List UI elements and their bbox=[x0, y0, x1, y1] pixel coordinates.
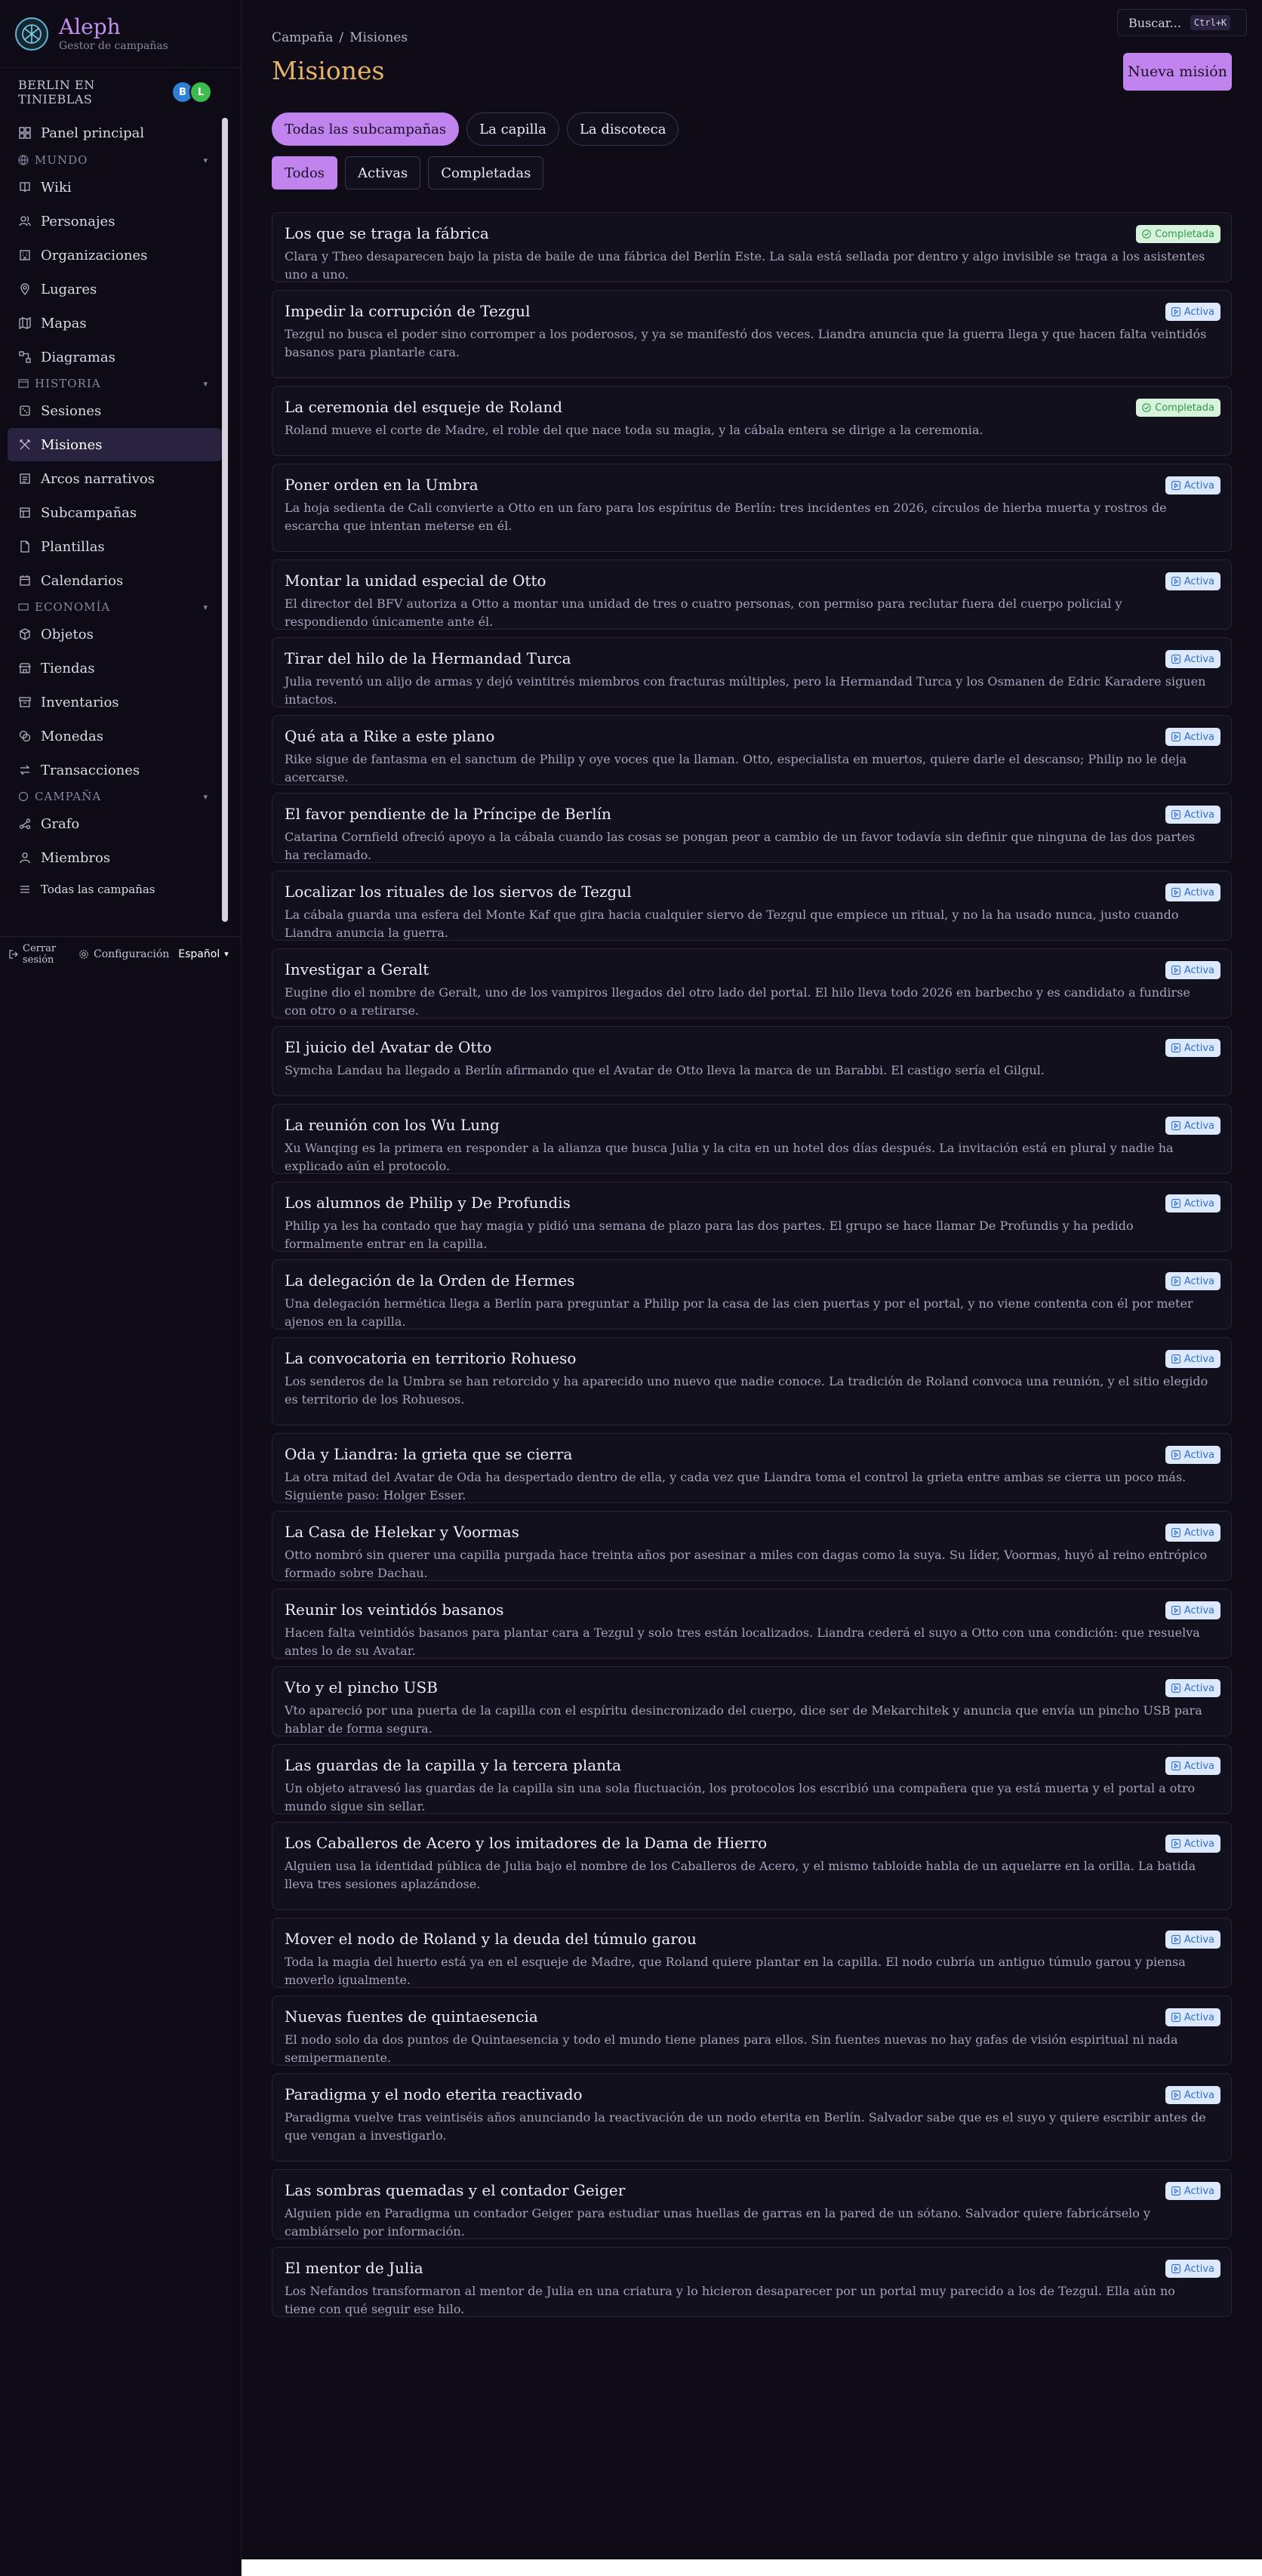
swords-icon bbox=[18, 438, 32, 451]
mission-title[interactable]: Las guardas de la capilla y la tercera planta bbox=[285, 1756, 622, 1774]
status-badge bbox=[1165, 476, 1220, 495]
status-badge bbox=[1165, 1194, 1220, 1213]
language-value: Español bbox=[178, 948, 220, 960]
play-icon bbox=[1171, 1761, 1180, 1770]
play-icon bbox=[1171, 1199, 1180, 1208]
app-name: Aleph bbox=[59, 14, 121, 39]
tab-completadas[interactable]: Completadas bbox=[428, 156, 543, 190]
sidebar-scrollbar[interactable] bbox=[221, 116, 229, 962]
mission-card[interactable] bbox=[272, 1666, 1232, 1736]
breadcrumb-campana[interactable]: Campaña bbox=[272, 30, 334, 45]
play-icon bbox=[1171, 655, 1180, 664]
circle-icon bbox=[18, 790, 30, 803]
globe-icon bbox=[18, 154, 30, 166]
mission-title[interactable]: Poner orden en la Umbra bbox=[285, 476, 479, 494]
users-icon bbox=[18, 214, 32, 228]
mission-title[interactable]: Oda y Liandra: la grieta que se cierra bbox=[285, 1445, 573, 1463]
sidebar-nav bbox=[0, 116, 241, 962]
section-label: HISTORIA bbox=[35, 377, 101, 390]
sidebar-item-label: Monedas bbox=[41, 728, 104, 744]
mission-card[interactable] bbox=[272, 1918, 1232, 1988]
status-badge bbox=[1165, 1272, 1220, 1290]
graph-icon bbox=[18, 817, 32, 830]
mission-description: Rike sigue de fantasma en el sanctum de Philip y oye voces que la llaman. Otto, especialista en muertos, quiere darle el descanso; Philip no le deja acercarse. bbox=[285, 752, 1187, 784]
mission-description: Julia reventó un alijo de armas y dejó veintitrés miembros con fracturas múltiples, pero la Hermandad Turca y los Osmanen de Edric Karadere siguen intactos. bbox=[285, 674, 1206, 707]
mission-card[interactable] bbox=[272, 1744, 1232, 1814]
sidebar-item-label: Inventarios bbox=[41, 694, 119, 710]
status-label: Activa bbox=[1184, 306, 1214, 318]
status-badge bbox=[1165, 2182, 1220, 2200]
play-icon bbox=[1171, 888, 1180, 897]
sidebar-item-label: Misiones bbox=[41, 436, 103, 453]
new-mission-button[interactable]: Nueva misión bbox=[1123, 53, 1232, 91]
mission-description: Hacen falta veintidós basanos para plantar cara a Tezgul y solo tres están localizados. Liandra cederá el suyo a Otto con una condición: que resuelva antes lo de su Avatar. bbox=[285, 1625, 1200, 1658]
app-subtitle: Gestor de campañas bbox=[59, 39, 168, 52]
sidebar-item-label: Calendarios bbox=[41, 572, 124, 589]
mission-card[interactable] bbox=[272, 1511, 1232, 1581]
mission-title[interactable]: La Casa de Helekar y Voormas bbox=[285, 1523, 519, 1541]
mission-card[interactable] bbox=[272, 2247, 1232, 2317]
section-label: MUNDO bbox=[35, 153, 88, 167]
section-campana[interactable] bbox=[8, 787, 211, 806]
mission-description: Symcha Landau ha llegado a Berlín afirmando que el Avatar de Otto lleva la marca de un Barabbi. El castigo sería el Gilgul. bbox=[285, 1063, 1045, 1077]
sidebar-item-calendarios[interactable] bbox=[8, 564, 222, 597]
sidebar-item-label: Wiki bbox=[41, 179, 72, 196]
sidebar-item-label: Lugares bbox=[41, 281, 97, 297]
logout-label: Cerrar sesión bbox=[23, 942, 57, 966]
sidebar-item-label: Mapas bbox=[41, 315, 87, 331]
play-icon bbox=[1171, 577, 1180, 586]
mission-description: Roland mueve el corte de Madre, el roble del que nace toda su magia, y la cábala entera se dirige a la ceremonia. bbox=[285, 423, 983, 437]
mission-description: Vto apareció por una puerta de la capilla con el espíritu desincronizado del cuerpo, dice ser de Mekarchitek y anuncia que envía un pincho USB para hablar de forma segura. bbox=[285, 1703, 1202, 1736]
status-label: Activa bbox=[1184, 1042, 1214, 1054]
section-label: ECONOMÍA bbox=[35, 600, 111, 614]
play-icon bbox=[1171, 1935, 1180, 1944]
coin-icon bbox=[18, 601, 30, 613]
sidebar-item-label: Todas las campañas bbox=[41, 883, 155, 896]
book-icon bbox=[18, 180, 32, 194]
mission-title[interactable]: Los Caballeros de Acero y los imitadores de la Dama de Hierro bbox=[285, 1834, 768, 1852]
mission-title[interactable]: Montar la unidad especial de Otto bbox=[285, 572, 546, 590]
mission-title[interactable]: Las sombras quemadas y el contador Geiger bbox=[285, 2181, 626, 2199]
language-select[interactable] bbox=[178, 948, 228, 960]
mission-card[interactable] bbox=[272, 1259, 1232, 1330]
gear-icon bbox=[78, 949, 89, 960]
mission-description: Toda la magia del huerto está ya en el esqueje de Madre, que Roland quiere plantar en la capilla. El nodo cubría un antiguo túmulo garou y piensa moverlo igualmente. bbox=[285, 1955, 1186, 1987]
layers-icon bbox=[18, 506, 32, 519]
mission-title[interactable]: Localizar los rituales de los siervos de Tezgul bbox=[285, 883, 632, 901]
sidebar-item-personajes[interactable] bbox=[8, 205, 222, 238]
sidebar-item-label: Personajes bbox=[41, 213, 115, 230]
mission-description: Una delegación hermética llega a Berlín para preguntar a Philip por la casa de las cien puertas y por el portal, y no viene contenta con él por meter ajenos en la capilla. bbox=[285, 1296, 1193, 1329]
sidebar-item-grafo[interactable] bbox=[8, 807, 222, 840]
history-icon bbox=[18, 377, 30, 390]
filter-all-subcampaigns[interactable]: Todas las subcampañas bbox=[272, 112, 459, 146]
dice-icon bbox=[18, 404, 32, 418]
sidebar-item-subcampanas[interactable] bbox=[8, 496, 222, 529]
template-icon bbox=[18, 540, 32, 553]
mission-description: Philip ya les ha contado que hay magia y pidió una semana de plazo para las dos partes. El grupo se hace llamar De Profundis y ha pedido formalmente entrar en la capilla. bbox=[285, 1219, 1134, 1251]
status-label: Activa bbox=[1184, 2185, 1214, 2197]
status-badge bbox=[1165, 1679, 1220, 1697]
mission-title[interactable]: Qué ata a Rike a este plano bbox=[285, 727, 495, 745]
dashboard-icon bbox=[18, 126, 32, 140]
status-label: Activa bbox=[1184, 1760, 1214, 1772]
mission-title[interactable]: La convocatoria en territorio Rohueso bbox=[285, 1349, 577, 1367]
logout-icon bbox=[9, 950, 18, 959]
mission-card[interactable] bbox=[272, 793, 1232, 863]
sidebar-item-label: Grafo bbox=[41, 815, 80, 832]
logout-button[interactable] bbox=[9, 943, 68, 966]
mission-title[interactable]: Los alumnos de Philip y De Profundis bbox=[285, 1194, 571, 1212]
mission-description: Eugine dio el nombre de Geralt, uno de los vampiros llegados del otro lado del portal. El hilo lleva todo 2026 en barbecho y es candidato a fundirse con otro o a retirarse. bbox=[285, 985, 1190, 1018]
mission-card[interactable] bbox=[272, 1182, 1232, 1252]
mission-card[interactable] bbox=[272, 212, 1232, 282]
play-icon bbox=[1171, 1684, 1180, 1693]
play-icon bbox=[1171, 2013, 1180, 2022]
mission-card[interactable] bbox=[272, 1822, 1232, 1910]
play-icon bbox=[1171, 1450, 1180, 1459]
sidebar-item-lugares[interactable] bbox=[8, 273, 222, 306]
play-icon bbox=[1171, 1043, 1180, 1052]
mission-title[interactable]: El juicio del Avatar de Otto bbox=[285, 1038, 492, 1056]
scrollbar-thumb[interactable] bbox=[222, 118, 228, 922]
play-icon bbox=[1171, 966, 1180, 975]
avatar[interactable]: L bbox=[189, 81, 212, 103]
sidebar-item-label: Plantillas bbox=[41, 538, 105, 555]
status-badge bbox=[1136, 225, 1220, 243]
status-label: Activa bbox=[1184, 1120, 1214, 1132]
mission-description: Otto nombró sin querer una capilla purgada hace treinta años por asesinar a miles con dagas como la suya. Su líder, Voormas, huyó al reino entrópico formado sobre Dachau. bbox=[285, 1548, 1208, 1580]
mission-card[interactable] bbox=[272, 2169, 1232, 2239]
mission-card[interactable] bbox=[272, 559, 1232, 630]
logo-icon bbox=[15, 17, 48, 51]
building-icon bbox=[18, 248, 32, 262]
sidebar-item-miembros[interactable] bbox=[8, 841, 222, 874]
mission-title[interactable]: La reunión con los Wu Lung bbox=[285, 1116, 500, 1134]
status-badge bbox=[1165, 2260, 1220, 2278]
chevron-down-icon[interactable]: ▾ bbox=[203, 602, 208, 612]
status-label: Activa bbox=[1184, 1353, 1214, 1365]
play-icon bbox=[1171, 2091, 1180, 2100]
chevron-down-icon: ▾ bbox=[224, 949, 229, 959]
filter-la-discoteca[interactable]: La discoteca bbox=[567, 112, 679, 146]
sidebar-item-objetos[interactable] bbox=[8, 618, 222, 651]
package-icon bbox=[18, 627, 32, 641]
mission-description: La hoja sedienta de Cali convierte a Otto en un faro para los espíritus de Berlín: tres incidentes en 2026, círculos de hierba muerta y rostros de escarcha que intentan meterse en él. bbox=[285, 501, 1167, 533]
status-label: Activa bbox=[1184, 964, 1214, 976]
status-badge bbox=[1165, 728, 1220, 746]
sidebar-item-label: Subcampañas bbox=[41, 504, 137, 521]
check-circle-icon bbox=[1142, 403, 1151, 412]
sidebar-item-todas-campanas[interactable] bbox=[8, 875, 222, 896]
sidebar-item-label: Sesiones bbox=[41, 402, 102, 419]
status-badge bbox=[1165, 1601, 1220, 1619]
sidebar-item-organizaciones[interactable] bbox=[8, 239, 222, 272]
mission-card[interactable] bbox=[272, 1995, 1232, 2066]
mission-title[interactable]: Impedir la corrupción de Tezgul bbox=[285, 302, 531, 320]
mission-description: La cábala guarda una esfera del Monte Kaf que gira hacia cualquier siervo de Tezgul que empiece un ritual, y no la ha usado nunca, justo cuando Liandra anuncia la guerra. bbox=[285, 907, 1179, 940]
status-label: Activa bbox=[1184, 1449, 1214, 1461]
breadcrumb-separator: / bbox=[339, 30, 344, 45]
sidebar-item-sesiones[interactable] bbox=[8, 394, 222, 427]
status-label: Activa bbox=[1184, 731, 1214, 743]
list-icon bbox=[18, 883, 32, 896]
search-shortcut: Ctrl+K bbox=[1190, 15, 1230, 30]
sidebar-item-transacciones[interactable] bbox=[8, 753, 222, 787]
play-icon bbox=[1171, 2186, 1180, 2195]
status-badge bbox=[1165, 1524, 1220, 1542]
mission-description: El director del BFV autoriza a Otto a montar una unidad de tres o cuatro personas, con permiso para reclutar fuera del cuerpo policial y respondiendo únicamente ante él. bbox=[285, 596, 1122, 629]
mission-description: Alguien pide en Paradigma un contador Geiger para estudiar unas huellas de garras en la pared de un sótano. Salvador quiere fabricárselo y cambiárselo por información. bbox=[285, 2206, 1151, 2239]
play-icon bbox=[1171, 481, 1180, 490]
status-badge bbox=[1165, 1117, 1220, 1135]
status-label: Activa bbox=[1184, 2011, 1214, 2023]
mission-card[interactable] bbox=[272, 715, 1232, 785]
sidebar-item-inventarios[interactable] bbox=[8, 686, 222, 719]
play-icon bbox=[1171, 2264, 1180, 2273]
status-label: Activa bbox=[1184, 1838, 1214, 1850]
brand[interactable] bbox=[0, 0, 241, 68]
map-pin-icon bbox=[18, 282, 32, 296]
filter-la-capilla[interactable]: La capilla bbox=[466, 112, 559, 146]
play-icon bbox=[1171, 1354, 1180, 1363]
coins-icon bbox=[18, 729, 32, 743]
mission-card[interactable] bbox=[272, 637, 1232, 707]
play-icon bbox=[1171, 1277, 1180, 1286]
status-badge bbox=[1165, 1757, 1220, 1775]
mission-card[interactable] bbox=[272, 1588, 1232, 1659]
sidebar-item-tiendas[interactable] bbox=[8, 652, 222, 685]
status-label: Activa bbox=[1184, 1682, 1214, 1694]
status-label: Completada bbox=[1155, 402, 1214, 414]
sidebar-item-label: Tiendas bbox=[41, 660, 95, 676]
mission-description: Los senderos de la Umbra se han retorcido y ha aparecido uno nuevo que nadie conoce. La tradición de Roland convoca una reunión, y el sitio elegido es territorio de los Rohuesos. bbox=[285, 1374, 1208, 1407]
sidebar-item-label: Transacciones bbox=[41, 762, 140, 778]
mission-card[interactable] bbox=[272, 1337, 1232, 1425]
status-badge bbox=[1165, 1930, 1220, 1949]
status-label: Activa bbox=[1184, 2263, 1214, 2275]
status-filter bbox=[272, 156, 543, 190]
status-badge bbox=[1165, 303, 1220, 321]
settings-label: Configuración bbox=[94, 948, 170, 960]
status-badge bbox=[1165, 572, 1220, 590]
status-badge bbox=[1136, 399, 1220, 417]
settings-button[interactable] bbox=[78, 948, 169, 960]
mission-description: Clara y Theo desaparecen bajo la pista de baile de una fábrica del Berlín Este. La sala está sellada por dentro y algo invisible se traga a los asistentes uno a uno. bbox=[285, 249, 1205, 282]
sidebar-item-label: Organizaciones bbox=[41, 247, 148, 263]
sidebar bbox=[0, 0, 242, 2576]
sidebar-item-label: Objetos bbox=[41, 626, 94, 642]
breadcrumb bbox=[272, 30, 414, 45]
mission-title[interactable]: Investigar a Geralt bbox=[285, 960, 429, 978]
mission-title[interactable]: Tirar del hilo de la Hermandad Turca bbox=[285, 649, 571, 667]
arrows-icon bbox=[18, 763, 32, 777]
status-label: Activa bbox=[1184, 653, 1214, 665]
mission-title[interactable]: Reunir los veintidós basanos bbox=[285, 1601, 504, 1619]
mission-card[interactable] bbox=[272, 1433, 1232, 1503]
play-icon bbox=[1171, 1121, 1180, 1130]
section-historia[interactable] bbox=[8, 374, 211, 393]
mission-title[interactable]: La delegación de la Orden de Hermes bbox=[285, 1271, 575, 1290]
play-icon bbox=[1171, 1606, 1180, 1615]
status-label: Activa bbox=[1184, 1604, 1214, 1616]
map-icon bbox=[18, 316, 32, 330]
status-label: Activa bbox=[1184, 886, 1214, 898]
play-icon bbox=[1171, 307, 1180, 316]
sidebar-footer bbox=[0, 936, 242, 971]
mission-description: Paradigma vuelve tras veintiséis años anunciando la reactivación de un nodo eterita en Berlín. Salvador sabe que es el suyo y quiere escribir antes de que vengan a investigarlo. bbox=[285, 2110, 1206, 2143]
chevron-down-icon[interactable]: ▾ bbox=[203, 155, 208, 165]
status-badge bbox=[1165, 650, 1220, 668]
status-label: Activa bbox=[1184, 575, 1214, 587]
mission-description: Tezgul no busca el poder sino corromper a los poderosos, y ya se manifestó dos veces. Liandra anuncia que la guerra llega y que hacen falta veintidós basanos para plantarle cara. bbox=[285, 327, 1207, 359]
chevron-down-icon[interactable]: ▾ bbox=[203, 791, 208, 802]
section-label: CAMPAÑA bbox=[35, 790, 102, 803]
search-label: Buscar... bbox=[1128, 15, 1181, 30]
status-badge bbox=[1165, 1446, 1220, 1464]
sidebar-item-label: Diagramas bbox=[41, 349, 115, 365]
status-label: Activa bbox=[1184, 479, 1214, 491]
status-badge bbox=[1165, 883, 1220, 901]
search-button[interactable] bbox=[1117, 9, 1247, 36]
status-badge bbox=[1165, 961, 1220, 979]
status-badge bbox=[1165, 2008, 1220, 2026]
status-badge bbox=[1165, 1039, 1220, 1057]
mission-description: Catarina Cornfield ofreció apoyo a la cábala cuando las cosas se pongan peor a cambio de un favor todavía sin definir que ninguna de las dos partes ha reclamado. bbox=[285, 830, 1196, 862]
mission-card[interactable] bbox=[272, 1026, 1232, 1096]
mission-description: La otra mitad del Avatar de Oda ha despertado dentro de ella, y cada vez que Liandra toma el control la grieta entre ambas se cierra un poco más. Siguiente paso: Holger Esser. bbox=[285, 1470, 1187, 1502]
status-label: Completada bbox=[1155, 228, 1214, 240]
mission-description: Alguien usa la identidad pública de Julia bajo el nombre de los Caballeros de Acero, y el mismo tabloide habla de un aquelarre en la orilla. La batida lleva tres sesiones aplazándose. bbox=[285, 1859, 1196, 1891]
tab-activas[interactable]: Activas bbox=[345, 156, 420, 190]
status-badge bbox=[1165, 806, 1220, 824]
status-label: Activa bbox=[1184, 1197, 1214, 1209]
sidebar-item-wiki[interactable] bbox=[8, 171, 222, 204]
play-icon bbox=[1171, 1528, 1180, 1537]
mission-description: Un objeto atravesó las guardas de la capilla sin una sola fluctuación, los protocolos los escribió una compañera que ya está muerta y el portal a otro mundo sigue sin sellar. bbox=[285, 1781, 1196, 1813]
campaign-switcher[interactable] bbox=[0, 68, 241, 116]
mission-card[interactable] bbox=[272, 1104, 1232, 1174]
sidebar-item-mapas[interactable] bbox=[8, 307, 222, 340]
sidebar-item-label: Miembros bbox=[41, 849, 111, 866]
mission-card[interactable] bbox=[272, 464, 1232, 552]
main-content bbox=[242, 0, 1262, 2559]
play-icon bbox=[1171, 732, 1180, 741]
sidebar-item-label: Arcos narrativos bbox=[41, 470, 155, 487]
status-label: Activa bbox=[1184, 1527, 1214, 1539]
mission-title[interactable]: El favor pendiente de la Príncipe de Berlín bbox=[285, 805, 611, 823]
campaign-name: BERLIN EN TINIEBLAS bbox=[18, 78, 95, 106]
breadcrumb-misiones: Misiones bbox=[349, 30, 408, 45]
mission-description: Los Nefandos transformaron al mentor de Julia en una criatura y lo hicieron desaparecer por un portal muy parecido a los de Tezgul. Ella aún no tiene con qué seguir ese hilo. bbox=[285, 2284, 1175, 2316]
mission-card[interactable] bbox=[272, 948, 1232, 1018]
status-label: Activa bbox=[1184, 1934, 1214, 1946]
mission-title[interactable]: Nuevas fuentes de quintaesencia bbox=[285, 2007, 538, 2026]
sidebar-item-label: Panel principal bbox=[41, 125, 145, 141]
play-icon bbox=[1171, 1839, 1180, 1848]
status-badge bbox=[1165, 1350, 1220, 1368]
mission-title[interactable]: Los que se traga la fábrica bbox=[285, 224, 489, 242]
mission-card[interactable] bbox=[272, 870, 1232, 941]
sidebar-item-plantillas[interactable] bbox=[8, 530, 222, 563]
status-label: Activa bbox=[1184, 809, 1214, 821]
section-mundo[interactable] bbox=[8, 151, 211, 169]
status-label: Activa bbox=[1184, 2089, 1214, 2101]
check-circle-icon bbox=[1142, 230, 1151, 239]
avatar[interactable]: B bbox=[171, 81, 194, 103]
chevron-down-icon[interactable]: ▾ bbox=[203, 378, 208, 389]
mission-title[interactable]: Paradigma y el nodo eterita reactivado bbox=[285, 2085, 583, 2103]
mission-card[interactable] bbox=[272, 290, 1232, 378]
archive-icon bbox=[18, 695, 32, 709]
page-title: Misiones bbox=[272, 56, 385, 85]
members-icon bbox=[18, 851, 32, 864]
status-label: Activa bbox=[1184, 1275, 1214, 1287]
status-badge bbox=[1165, 1835, 1220, 1853]
mission-title[interactable]: La ceremonia del esqueje de Roland bbox=[285, 398, 563, 416]
calendar-icon bbox=[18, 574, 32, 587]
mission-card[interactable] bbox=[272, 386, 1232, 456]
sidebar-item-diagramas[interactable] bbox=[8, 340, 222, 374]
mission-card[interactable] bbox=[272, 2073, 1232, 2162]
arc-icon bbox=[18, 472, 32, 485]
play-icon bbox=[1171, 810, 1180, 819]
tab-todos[interactable]: Todos bbox=[272, 156, 337, 190]
mission-title[interactable]: Mover el nodo de Roland y la deuda del túmulo garou bbox=[285, 1930, 697, 1948]
mission-title[interactable]: El mentor de Julia bbox=[285, 2259, 423, 2277]
store-icon bbox=[18, 661, 32, 675]
sidebar-item-panel[interactable] bbox=[8, 116, 222, 149]
subcampaign-filter bbox=[272, 112, 679, 146]
mission-title[interactable]: Vto y el pincho USB bbox=[285, 1678, 438, 1696]
sidebar-item-arcos[interactable] bbox=[8, 462, 222, 495]
mission-description: Xu Wanqing es la primera en responder a la alianza que busca Julia y la cita en un hotel dos días después. La invitación está en plural y nadie ha explicado aún el protocolo. bbox=[285, 1141, 1174, 1173]
sidebar-item-misiones[interactable] bbox=[8, 428, 222, 461]
sidebar-item-monedas[interactable] bbox=[8, 719, 222, 753]
mission-description: El nodo solo da dos puntos de Quintaesencia y todo el mundo tiene planes para ellos. Sin fuentes nuevas no hay gafas de visión espiritual ni nada semipermanente. bbox=[285, 2032, 1178, 2065]
status-badge bbox=[1165, 2086, 1220, 2104]
diagram-icon bbox=[18, 350, 32, 364]
section-economia[interactable] bbox=[8, 598, 211, 616]
